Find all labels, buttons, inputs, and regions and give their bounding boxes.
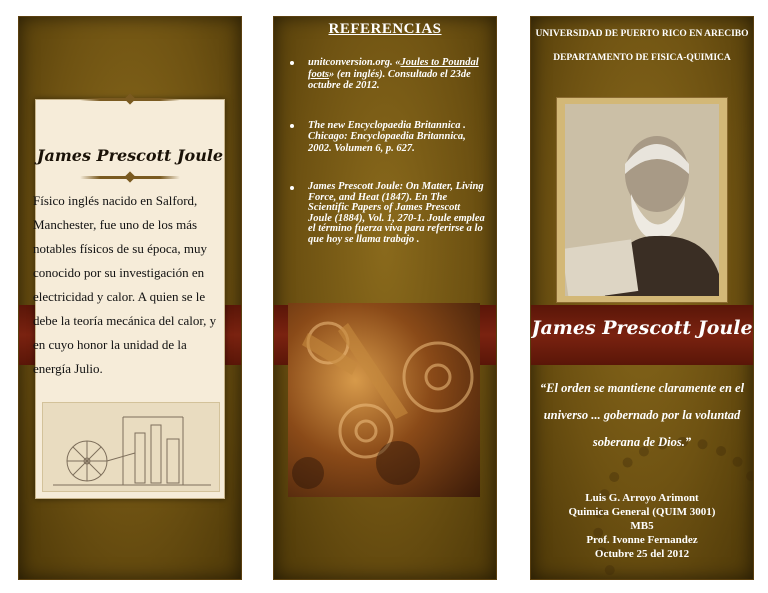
reference-item: The new Encyclopaedia Britannica . Chicago: Encyclopaedia Britannica, 2002. Volumen 6, p. 627. (290, 120, 486, 155)
middle-panel (273, 16, 497, 580)
gears-image (288, 303, 480, 497)
university-name: UNIVERSIDAD DE PUERTO RICO EN ARECIBO (535, 29, 749, 39)
engine-sketch-image (42, 402, 220, 492)
professor-name: Prof. Ivonne Fernandez (586, 534, 698, 546)
reference-item: unitconversion.org. «Joules to Poundal foots» (en inglés). Consultado el 23de octubre de 2012. (290, 57, 486, 92)
joule-quote: “El orden se mantiene claramente en el universo ... gobernado por la voluntad soberana de Dios.” (539, 381, 745, 449)
portrait-frame (556, 97, 728, 303)
reference-item: James Prescott Joule: On Matter, Living Force, and Heat (1847). En The Scientific Papers of James Prescott Joule (1884), Vol. 1, 270-1. Joule emplea el término fuerza viva para referirse a lo que hoy se llama trabajo . (290, 182, 486, 245)
section-code: MB5 (630, 520, 654, 532)
sketch-drawing (43, 403, 219, 491)
bio-text: Físico inglés nacido en Salford, Manchester, fue uno de los más notables físicos de su época, muy conocido por su investigación en electricidad y calor. A quien se le debe la teoría mecánica del calor, y en cuyo honor la unidad de la energía Julio. (33, 193, 217, 376)
reference-link[interactable]: Joules to Poundal foots (308, 57, 479, 80)
author-name: Luis G. Arroyo Arimont (585, 492, 699, 504)
date-text: Octubre 25 del 2012 (594, 548, 690, 560)
gears-drawing (288, 303, 480, 497)
ornament-top (80, 98, 180, 101)
references-list (290, 57, 486, 273)
left-panel (18, 16, 242, 580)
right-panel (530, 16, 754, 580)
portrait-drawing (565, 104, 719, 296)
joule-portrait-image (565, 104, 719, 296)
department-name: DEPARTAMENTO DE FISICA-QUIMICA (553, 53, 731, 63)
ornament-divider (80, 176, 180, 179)
course-name: Quimica General (QUIM 3001) (568, 506, 716, 518)
card-title: James Prescott Joule (36, 146, 224, 165)
main-title: James Prescott Joule (531, 317, 753, 339)
references-title: REFERENCIAS (328, 21, 442, 37)
author-block (531, 491, 753, 561)
